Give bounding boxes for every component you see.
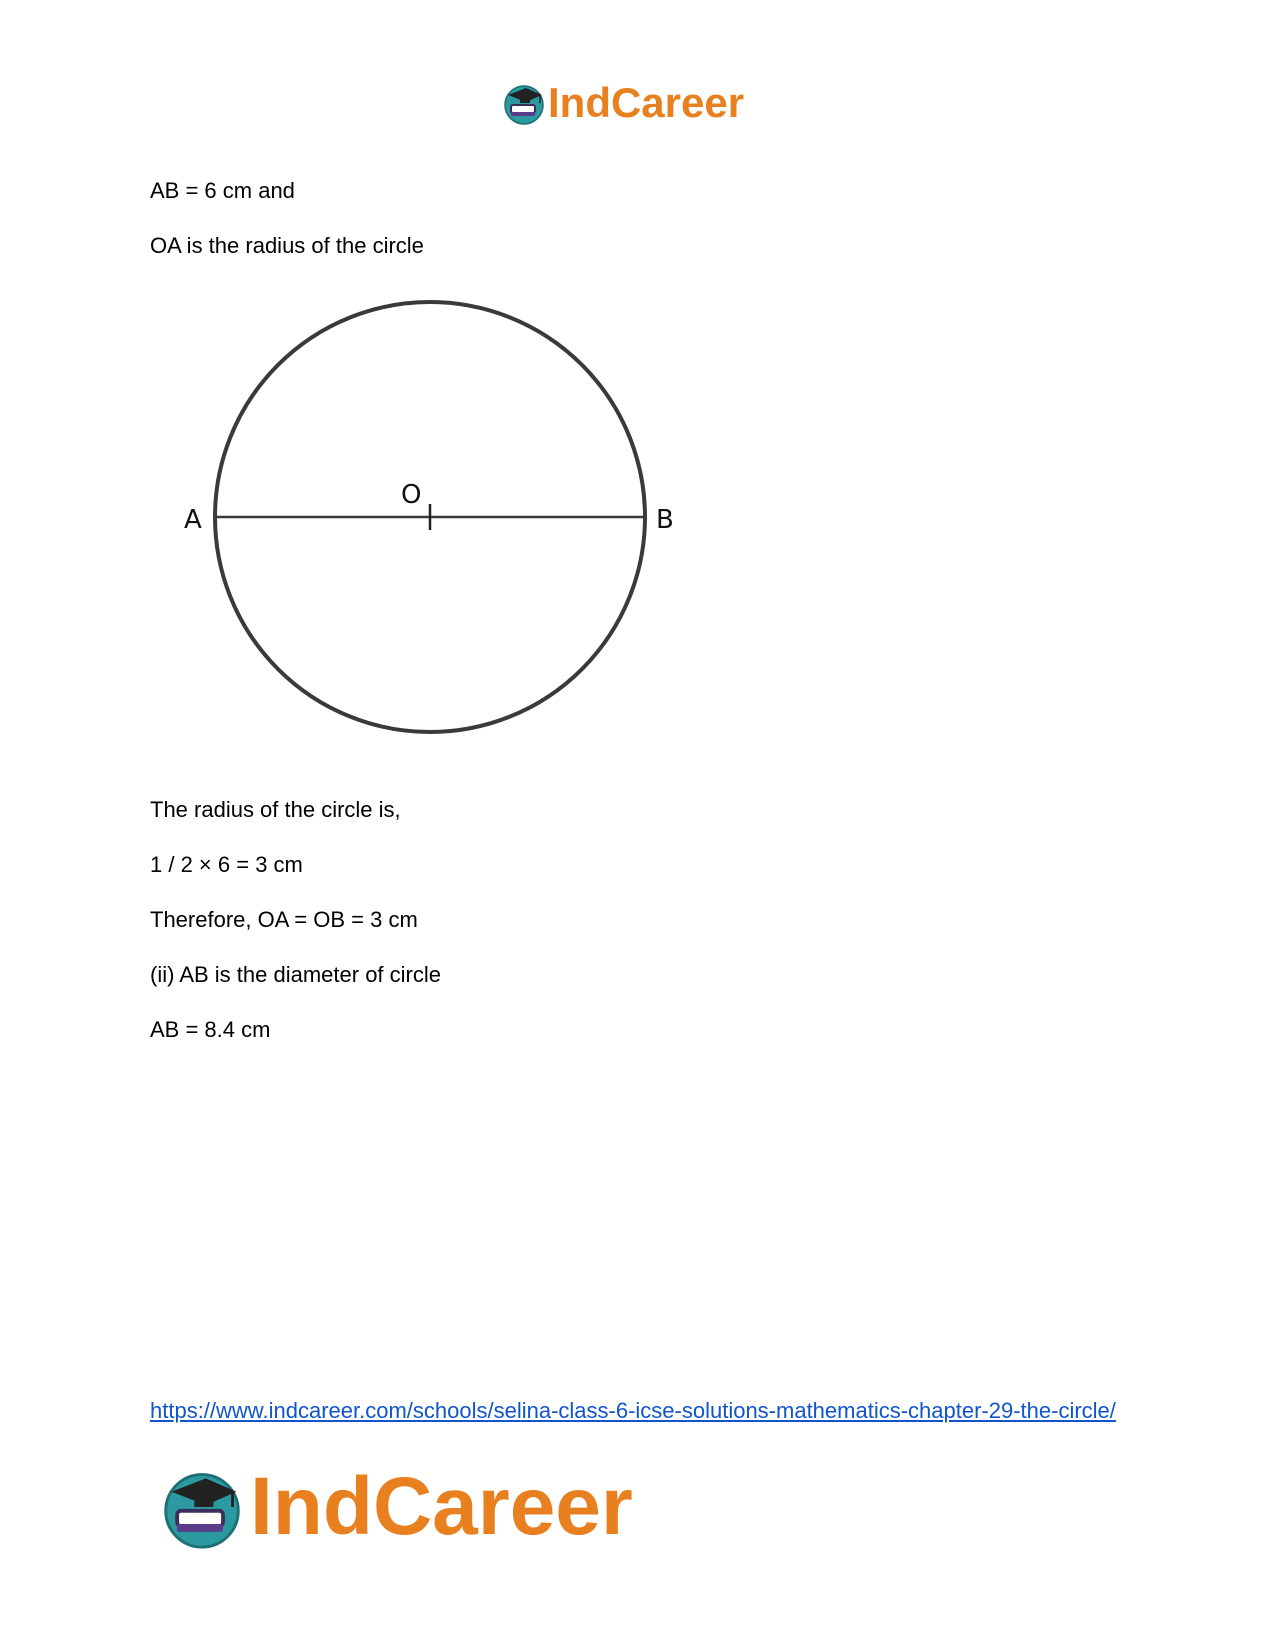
logo-wordmark: IndCareer (250, 1461, 633, 1552)
text-ab-equals-6cm: AB = 6 cm and (150, 178, 295, 203)
circle-diagram (160, 290, 700, 770)
text-oa-radius: OA is the radius of the circle (150, 233, 424, 258)
label-o: O (401, 480, 422, 510)
logo-wordmark: IndCareer (548, 79, 745, 126)
label-a: A (184, 505, 202, 535)
text-oa-ob: Therefore, OA = OB = 3 cm (150, 907, 418, 932)
source-url-link[interactable]: https://www.indcareer.com/schools/selina-class-6-icse-solutions-mathematics-chapter-29-the-circle/ (150, 1398, 1116, 1423)
label-b: B (656, 505, 674, 535)
graduation-cap-book-globe-icon (160, 1465, 244, 1549)
graduation-cap-book-globe-icon (502, 81, 546, 125)
footer-logo (160, 1462, 633, 1552)
text-radius-calc: 1 / 2 × 6 = 3 cm (150, 852, 303, 877)
header-logo (502, 78, 744, 128)
text-ab-diameter: (ii) AB is the diameter of circle (150, 962, 441, 987)
text-ab-equals-8-4cm: AB = 8.4 cm (150, 1017, 271, 1042)
text-radius-is: The radius of the circle is, (150, 797, 401, 822)
